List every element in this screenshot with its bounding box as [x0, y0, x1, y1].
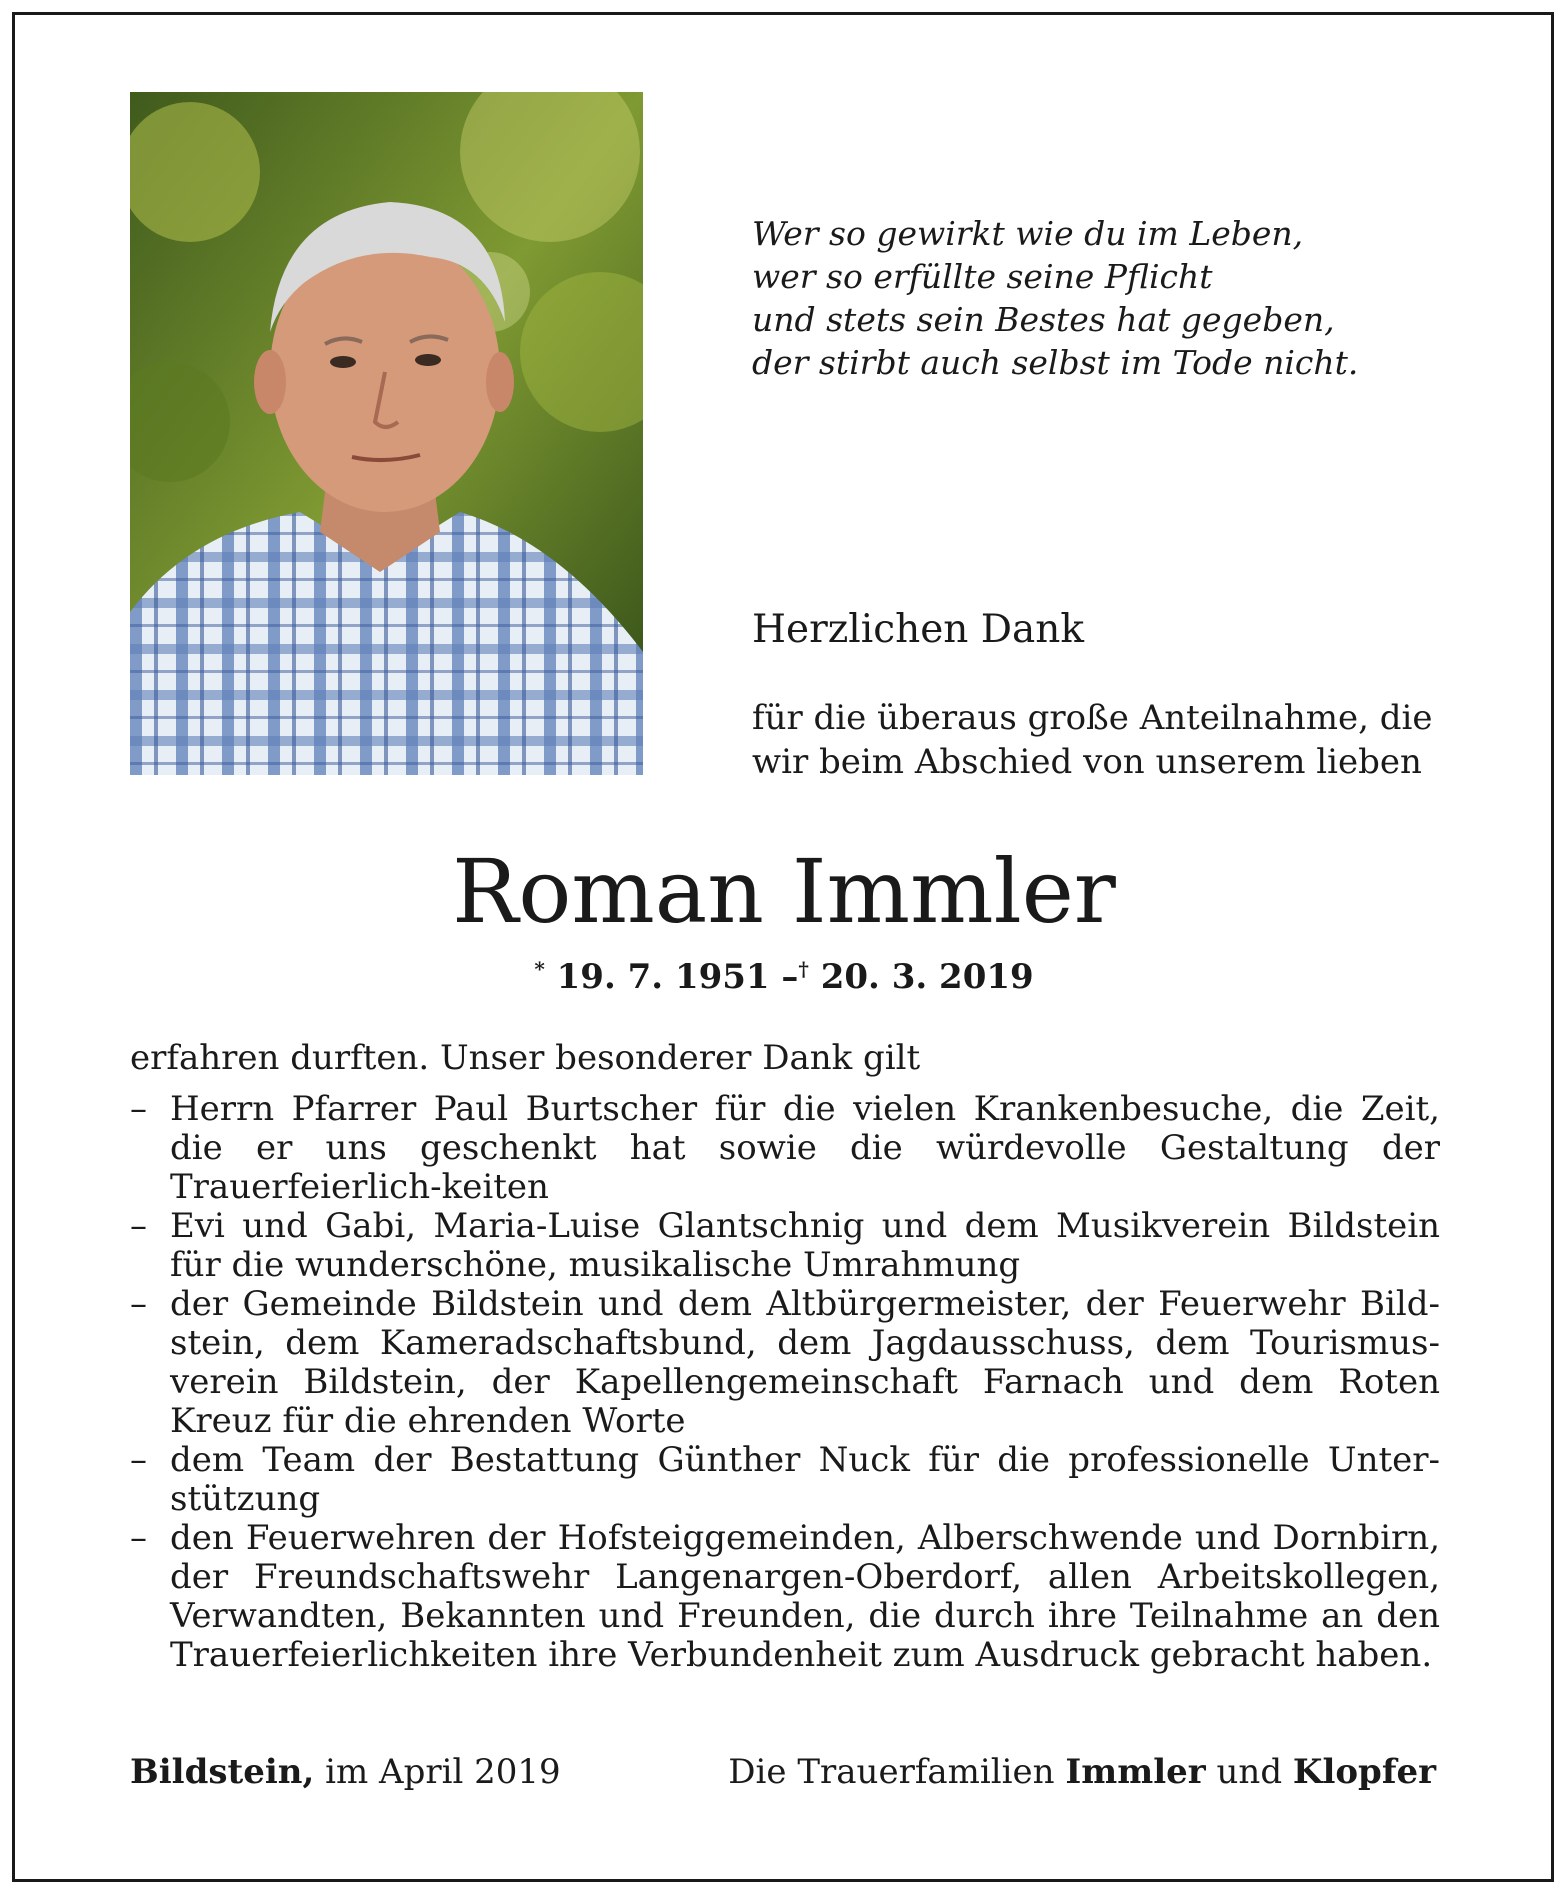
birth-symbol: * — [534, 957, 545, 981]
footer-date: im April 2019 — [325, 1752, 561, 1792]
list-dash: – — [130, 1440, 147, 1480]
quote-line: Wer so gewirkt wie du im Leben, — [752, 214, 1304, 253]
family-name-1: Immler — [1065, 1752, 1206, 1792]
body-intro: erfahren durften. Unser besonderer Dank gilt — [130, 1038, 921, 1078]
list-dash: – — [130, 1089, 147, 1129]
life-dates — [0, 957, 1568, 997]
quote-line: der stirbt auch selbst im Tode nicht. — [752, 343, 1359, 382]
footer-place-date — [130, 1752, 561, 1792]
thanks-list — [130, 1090, 1440, 1675]
death-symbol: † — [798, 957, 809, 981]
list-item-text: den Feuerwehren der Hofsteiggemeinden, Alberschwende und Dornbirn, der Freundschaftswehr Langenargen-Oberdorf, allen Arbeitskollegen, Verwandten, Bekannten und Freunden, die durch ihre Teilnahme an den Trauerfeierlichkeiten ihre Verbundenheit zum Ausdruck gebracht haben. — [170, 1518, 1440, 1675]
families-conjunction: und — [1216, 1752, 1283, 1792]
list-item — [130, 1090, 1440, 1207]
footer-place: Bildstein, — [130, 1752, 315, 1792]
quote-line: und stets sein Bestes hat gegeben, — [752, 300, 1335, 339]
families-prefix: Die Trauerfamilien — [728, 1752, 1055, 1792]
list-item — [130, 1519, 1440, 1675]
list-item-text: Herrn Pfarrer Paul Burtscher für die vielen Krankenbesuche, die Zeit, die er uns geschenkt hat sowie die würdevolle Gestaltung der Trauerfeierlich-keiten — [170, 1089, 1440, 1207]
family-name-2: Klopfer — [1292, 1752, 1436, 1792]
list-item — [130, 1285, 1440, 1441]
list-item-text: dem Team der Bestattung Günther Nuck für die professionelle Unter-stützung — [170, 1440, 1440, 1519]
memorial-quote — [752, 212, 1358, 384]
deceased-name: Roman Immler — [452, 840, 1116, 943]
thanks-intro — [752, 696, 1432, 784]
death-date: 20. 3. 2019 — [820, 957, 1034, 997]
list-dash: – — [130, 1518, 147, 1558]
list-item-text: Evi und Gabi, Maria-Luise Glantschnig und dem Musikverein Bildstein für die wunderschöne, musikalische Umrahmung — [170, 1206, 1440, 1285]
date-separator: – — [781, 957, 799, 997]
quote-line: wer so erfüllte seine Pflicht — [752, 257, 1213, 296]
list-dash: – — [130, 1284, 147, 1324]
portrait-photo — [130, 92, 643, 775]
birth-date: 19. 7. 1951 — [556, 957, 770, 997]
list-item-text: der Gemeinde Bildstein und dem Altbürgermeister, der Feuerwehr Bild-stein, dem Kameradschaftsbund, dem Jagdausschuss, dem Tourismus-verein Bildstein, der Kapellengemeinschaft Farnach und dem Roten Kreuz für die ehrenden Worte — [170, 1284, 1440, 1441]
footer-families — [728, 1752, 1436, 1792]
list-item — [130, 1207, 1440, 1285]
thanks-intro-line: wir beim Abschied von unserem lieben — [752, 742, 1422, 782]
list-dash: – — [130, 1206, 147, 1246]
thanks-heading: Herzlichen Dank — [752, 607, 1085, 652]
thanks-intro-line: für die überaus große Anteilnahme, die — [752, 698, 1433, 738]
list-item — [130, 1441, 1440, 1519]
